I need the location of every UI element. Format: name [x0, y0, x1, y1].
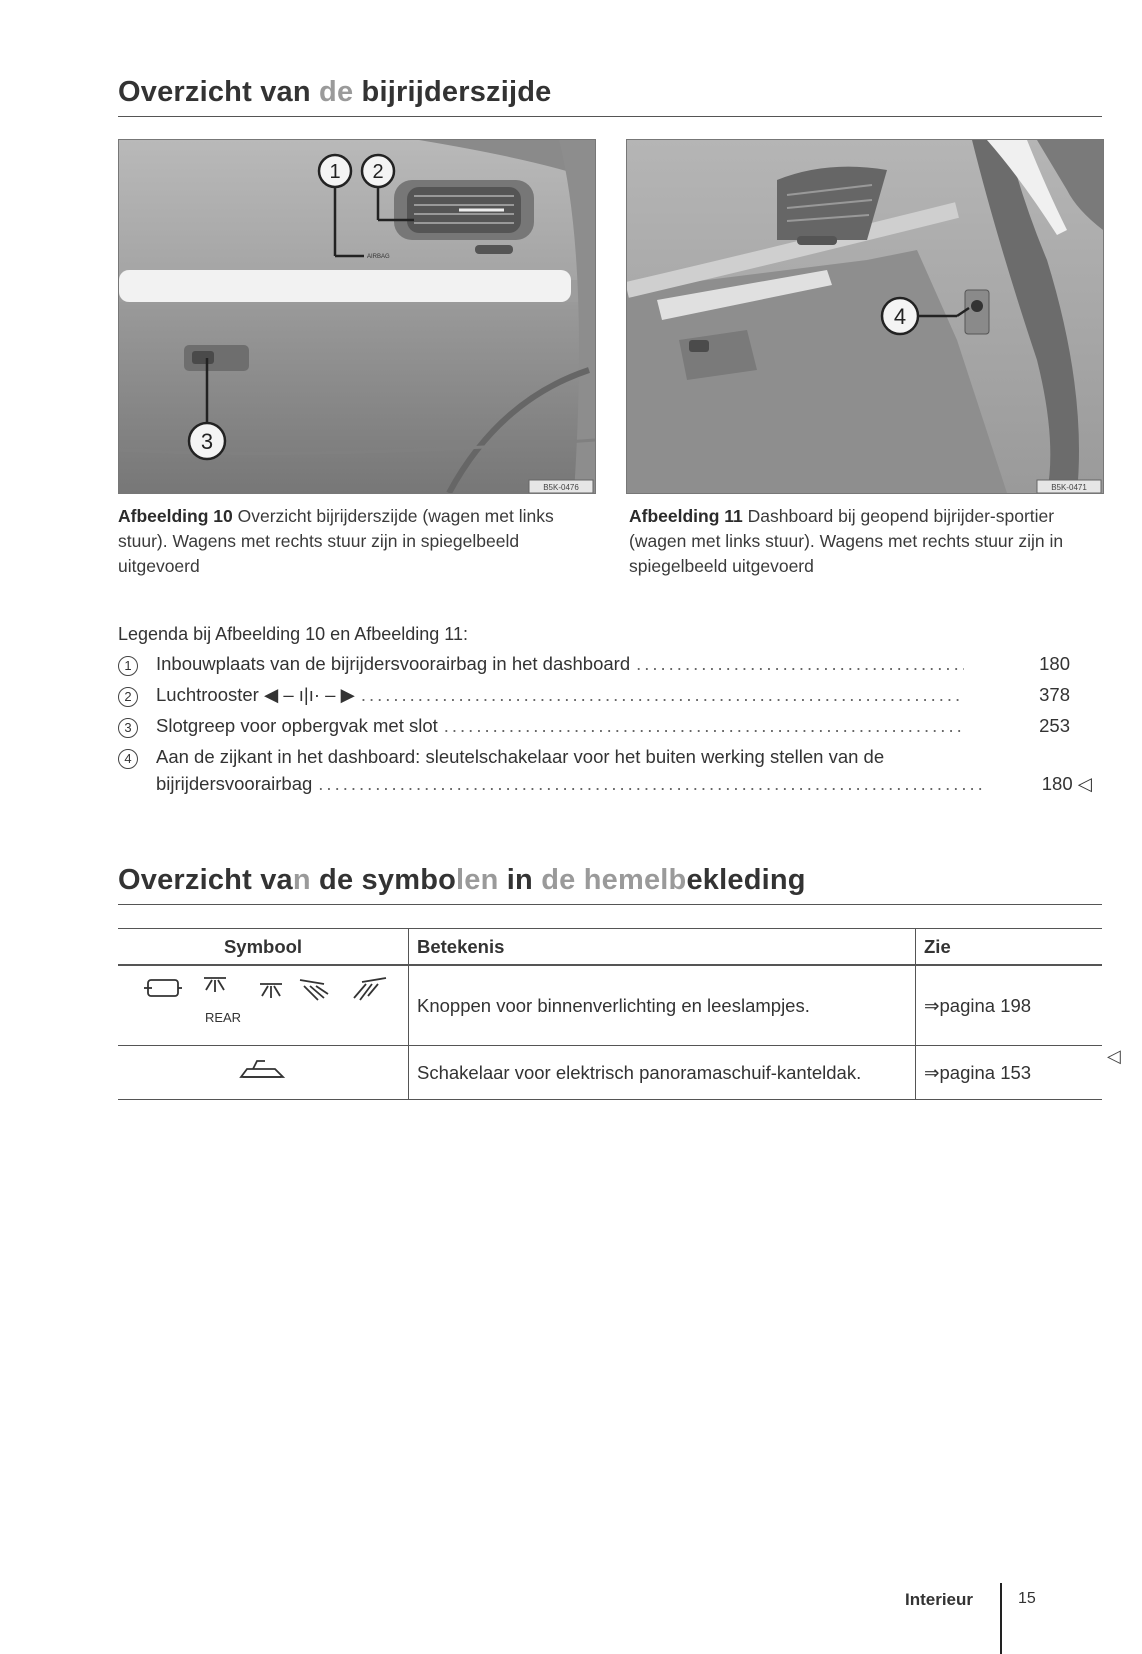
figure-code: B5K-0476	[543, 483, 579, 492]
callout-4: 4	[893, 304, 907, 329]
symbol-cell	[118, 965, 409, 1046]
legend-item	[118, 715, 1128, 746]
figure-code: B5K-0471	[1051, 483, 1087, 492]
legend-page-link[interactable]: 180	[1039, 653, 1070, 674]
meaning-cell: Knoppen voor binnenverlichting en leeslampjes.	[409, 965, 916, 1046]
sunroof-icon	[233, 1055, 293, 1085]
legend-item	[118, 684, 1128, 715]
dashboard-open-door-illustration	[627, 140, 1103, 493]
legend-number: 2	[118, 687, 138, 707]
symbol-cell	[118, 1046, 409, 1100]
header-symbool: Symbool	[118, 929, 409, 966]
callout-2: 2	[372, 161, 384, 183]
legend-list	[118, 653, 1128, 804]
table-header-row	[118, 929, 1102, 966]
legend-page-link[interactable]: 378	[1039, 684, 1070, 705]
figure-11-image	[626, 139, 1104, 494]
section-title-symbolen: Overzicht van de symbolen in de hemelbekleding	[118, 864, 806, 896]
figure-10-image	[118, 139, 596, 494]
see-page-link[interactable]: ⇒pagina 153	[916, 1046, 1103, 1100]
footer-divider	[1000, 1583, 1002, 1654]
meaning-cell: Schakelaar voor elektrisch panoramaschuif-kanteldak.	[409, 1046, 916, 1100]
header-zie: Zie	[916, 929, 1103, 966]
legend-text: Slotgreep voor opbergvak met slot	[156, 715, 438, 736]
table-row	[118, 965, 1102, 1046]
airbag-label: AIRBAG	[367, 254, 390, 260]
legend-text: Inbouwplaats van de bijrijdersvoorairbag in het dashboard	[156, 653, 631, 674]
footer-section-label: Interieur	[905, 1590, 974, 1609]
symbol-table	[118, 928, 1102, 1100]
legend-text: Luchtrooster ◀ – ı|ı· – ▶	[156, 684, 355, 705]
legend-text: Aan de zijkant in het dashboard: sleutelschakelaar voor het buiten werking stellen van de	[156, 746, 885, 767]
legend-title: Legenda bij Afbeelding 10 en Afbeelding 11:	[118, 624, 468, 644]
section-rule	[118, 904, 1102, 905]
legend-page-link[interactable]: 253	[1039, 715, 1070, 736]
legend-text-continued: bijrijdersvoorairbag	[156, 773, 313, 794]
legend-number: 4	[118, 749, 138, 769]
caption-figure-11: Afbeelding 11 Dashboard bij geopend bijrijder-sportier (wagen met links stuur). Wagens met rechts stuur zijn in spiegelbeeld uitgevoerd	[629, 506, 1064, 576]
legend-number: 1	[118, 656, 138, 676]
rear-label: REAR	[204, 1010, 242, 1025]
legend-number: 3	[118, 718, 138, 738]
table-row	[118, 1046, 1102, 1100]
see-page-link[interactable]: ⇒pagina 198	[916, 965, 1103, 1046]
callout-1: 1	[329, 161, 341, 183]
page-number: 15	[1018, 1590, 1036, 1607]
section-rule	[118, 116, 1102, 117]
legend-page-link[interactable]: 180 ◁	[1041, 773, 1092, 794]
end-mark: ◁	[1107, 1046, 1121, 1066]
callout-3: 3	[200, 429, 214, 454]
section-title-bijrijderszijde: Overzicht van de bijrijderszijde	[118, 76, 552, 108]
legend-item	[118, 653, 1128, 684]
caption-figure-10: Afbeelding 10 Overzicht bijrijderszijde (wagen met links stuur). Wagens met rechts stuur zijn in spiegelbeeld uitgevoerd	[118, 506, 554, 576]
dashboard-passenger-illustration	[119, 140, 595, 493]
legend-item	[118, 746, 1128, 804]
header-betekenis: Betekenis	[409, 929, 916, 966]
interior-light-icons	[132, 970, 394, 1014]
